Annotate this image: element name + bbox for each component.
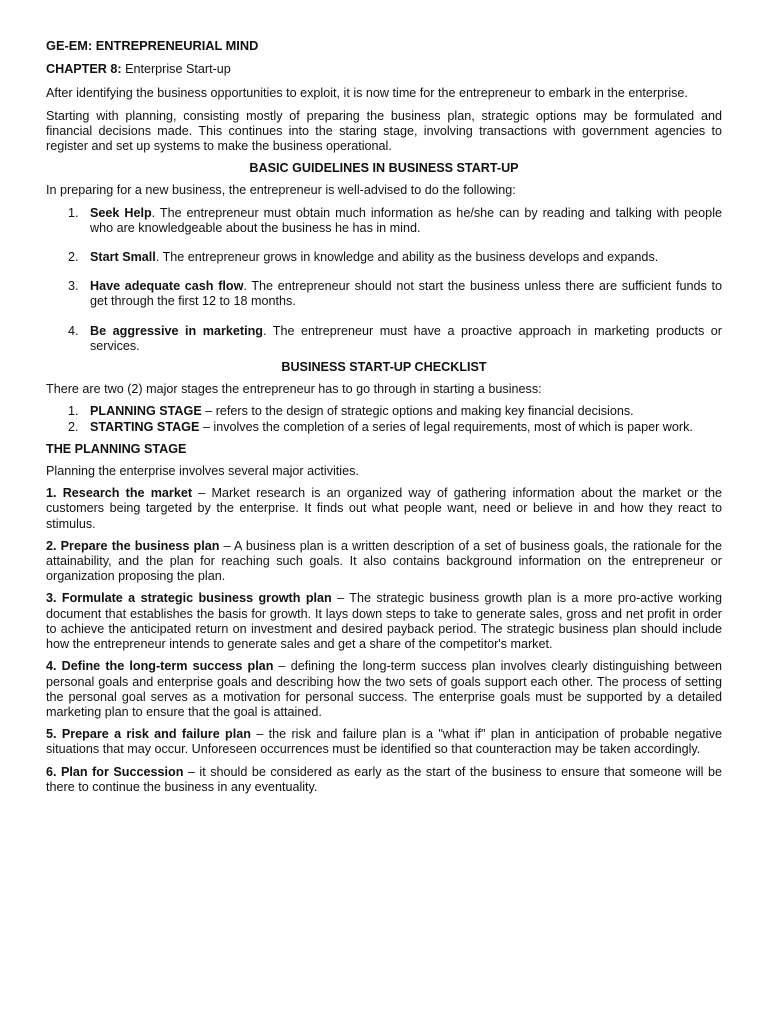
- item-text: – involves the completion of a series of legal requirements, most of which is paper work.: [199, 419, 693, 434]
- intro-paragraph-1: After identifying the business opportunities to exploit, it is now time for the entrepreneur to embark in the enterprise.: [46, 86, 688, 101]
- activity-paragraph: [46, 765, 722, 795]
- item-text: . The entrepreneur must obtain much information as he/she can by reading and talking with people who are knowledgeable about the business he has in mind.: [90, 205, 722, 235]
- activity-paragraph: [46, 486, 722, 532]
- guidelines-heading: BASIC GUIDELINES IN BUSINESS START-UP: [249, 161, 519, 176]
- checklist-lead: There are two (2) major stages the entrepreneur has to go through in starting a business:: [46, 382, 542, 397]
- activity-text: – The strategic business growth plan is a more pro-active working document that establishes the basis for growth. It lays down steps to take to generate sales, gross and net profit in order to achieve the anticipated return on investment and desired payback period. The strategic business plan should include how the entrepreneur intends to generate sales and get a share of the competitor's market.: [46, 591, 722, 652]
- list-item: [46, 206, 722, 236]
- item-text: . The entrepreneur should not start the business unless there are sufficient funds to get through the first 12 to 18 months.: [90, 279, 722, 309]
- list-item: [46, 250, 722, 265]
- chapter-label: CHAPTER 8:: [46, 62, 122, 77]
- activity-term: 2. Prepare the business plan: [46, 538, 220, 553]
- activity-paragraph: [46, 591, 722, 652]
- chapter-heading: [46, 62, 722, 77]
- planning-heading: THE PLANNING STAGE: [46, 441, 187, 456]
- activity-term: 6. Plan for Succession: [46, 764, 184, 779]
- list-item: [46, 420, 722, 435]
- item-number: 1.: [68, 205, 79, 220]
- activity-text: – A business plan is a written description of a set of business goals, the rationale for the attainability, and the plan for reaching such goals. It also contains background information on the entrepreneur or organization proposing the plan.: [46, 538, 723, 584]
- item-text: – refers to the design of strategic options and making key financial decisions.: [201, 404, 634, 419]
- item-term: Seek Help: [90, 205, 152, 220]
- document-title: GE-EM: ENTREPRENEURIAL MIND: [46, 38, 259, 53]
- activity-text: – it should be considered as early as the start of the business to ensure that someone will be there to continue the business in any eventuality.: [46, 764, 722, 794]
- guidelines-list: [46, 206, 722, 354]
- item-text: . The entrepreneur grows in knowledge and ability as the business develops and expands.: [155, 250, 659, 265]
- item-term: Start Small: [90, 250, 156, 265]
- list-item: [46, 279, 722, 309]
- activity-paragraph: [46, 659, 722, 720]
- chapter-name: Enterprise Start-up: [121, 62, 231, 77]
- activity-term: 4. Define the long-term success plan: [46, 659, 274, 674]
- item-term: PLANNING STAGE: [90, 404, 202, 419]
- item-number: 2.: [68, 250, 79, 265]
- item-term: Have adequate cash flow: [90, 279, 244, 294]
- item-text: . The entrepreneur must have a proactive approach in marketing products or services.: [90, 323, 722, 353]
- planning-lead: Planning the enterprise involves several major activities.: [46, 464, 359, 479]
- checklist-heading: BUSINESS START-UP CHECKLIST: [281, 360, 487, 375]
- activity-text: – Market research is an organized way of gathering information about the market or the customers being targeted by the enterprise. It finds out what people want, need or believe in and how they react to stimulus.: [46, 486, 723, 531]
- activity-term: 3. Formulate a strategic business growth plan: [46, 591, 332, 606]
- item-number: 3.: [68, 279, 79, 294]
- item-term: STARTING STAGE: [90, 419, 200, 434]
- item-number: 2.: [68, 419, 79, 434]
- activity-text: – the risk and failure plan is a "what if" plan in anticipation of probable negative situations that may occur. Unforeseen occurrences must be identified so that counteraction may be taken accordingly.: [46, 727, 722, 757]
- activity-paragraph: [46, 727, 722, 757]
- guidelines-lead: In preparing for a new business, the entrepreneur is well-advised to do the following:: [46, 183, 516, 198]
- activity-text: – defining the long-term success plan involves clearly distinguishing between personal goals and enterprise goals and describing how the two sets of goals support each other. The process of setting the personal goal serves as a motivation for personal success. The enterprise goals must be supported by a detailed marketing plan to ensure that the goal is attained.: [46, 659, 722, 719]
- item-number: 4.: [68, 323, 79, 338]
- intro-paragraph-2: Starting with planning, consisting mostly of preparing the business plan, strategic options may be formulated and financial decisions made. This continues into the staring stage, involving transactions with government agencies to register and set up systems to make the business operational.: [46, 108, 722, 154]
- stages-list: [46, 404, 722, 434]
- item-term: Be aggressive in marketing: [90, 323, 263, 338]
- item-number: 1.: [68, 404, 79, 419]
- list-item: [46, 404, 722, 419]
- activity-term: 1. Research the market: [46, 486, 193, 501]
- activity-term: 5. Prepare a risk and failure plan: [46, 727, 251, 742]
- activity-paragraph: [46, 539, 722, 585]
- list-item: [46, 324, 722, 354]
